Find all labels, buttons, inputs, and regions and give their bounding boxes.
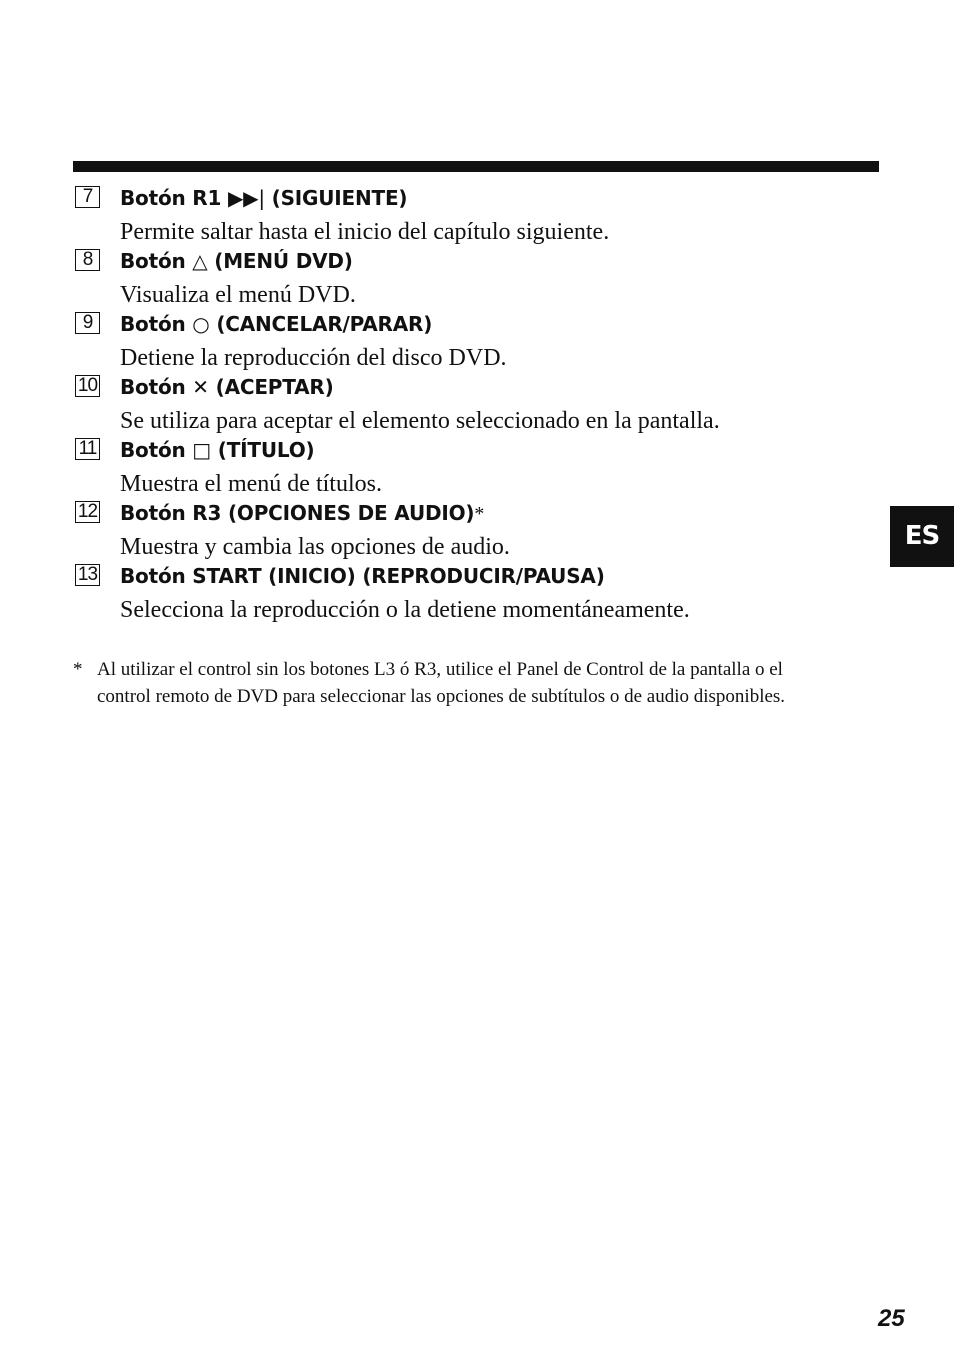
item-title: Botón R1 ▶▶| (SIGUIENTE) bbox=[120, 186, 408, 210]
page-number: 25 bbox=[878, 1305, 905, 1332]
item-description: Se utiliza para aceptar el elemento seleccionado en la pantalla. bbox=[120, 408, 720, 434]
item-title: Botón ✕ (ACEPTAR) bbox=[120, 375, 334, 399]
item-description: Visualiza el menú DVD. bbox=[120, 282, 356, 308]
item-title: Botón R3 (OPCIONES DE AUDIO)* bbox=[120, 501, 485, 525]
footnote-marker: * bbox=[474, 503, 485, 525]
cross-icon: ✕ bbox=[192, 375, 209, 399]
header-rule bbox=[73, 161, 879, 172]
item-title: Botón △ (MENÚ DVD) bbox=[120, 249, 353, 273]
footnote-line-1: Al utilizar el control sin los botones L3 ó R3, utilice el Panel de Control de la pantalla o el bbox=[97, 659, 783, 680]
footnote-line-2: control remoto de DVD para seleccionar las opciones de subtítulos o de audio disponibles. bbox=[97, 686, 786, 707]
footnote-asterisk: * bbox=[73, 659, 83, 680]
circle-icon: ○ bbox=[192, 312, 210, 336]
item-number: 8 bbox=[75, 249, 100, 271]
language-tab: ES bbox=[890, 506, 954, 567]
item-number: 7 bbox=[75, 186, 100, 208]
item-number: 13 bbox=[75, 564, 100, 586]
item-title: Botón START (INICIO) (REPRODUCIR/PAUSA) bbox=[120, 564, 605, 588]
item-description: Muestra y cambia las opciones de audio. bbox=[120, 534, 510, 560]
item-number: 12 bbox=[75, 501, 100, 523]
item-description: Selecciona la reproducción o la detiene momentáneamente. bbox=[120, 597, 690, 623]
item-description: Permite saltar hasta el inicio del capítulo siguiente. bbox=[120, 219, 610, 245]
item-description: Muestra el menú de títulos. bbox=[120, 471, 382, 497]
item-title: Botón ○ (CANCELAR/PARAR) bbox=[120, 312, 433, 336]
item-title: Botón □ (TÍTULO) bbox=[120, 438, 315, 462]
item-description: Detiene la reproducción del disco DVD. bbox=[120, 345, 507, 371]
item-number: 11 bbox=[75, 438, 100, 460]
item-number: 9 bbox=[75, 312, 100, 334]
next-icon: ▶▶| bbox=[227, 186, 265, 210]
triangle-icon: △ bbox=[192, 249, 208, 273]
square-icon: □ bbox=[192, 438, 211, 462]
item-number: 10 bbox=[75, 375, 100, 397]
